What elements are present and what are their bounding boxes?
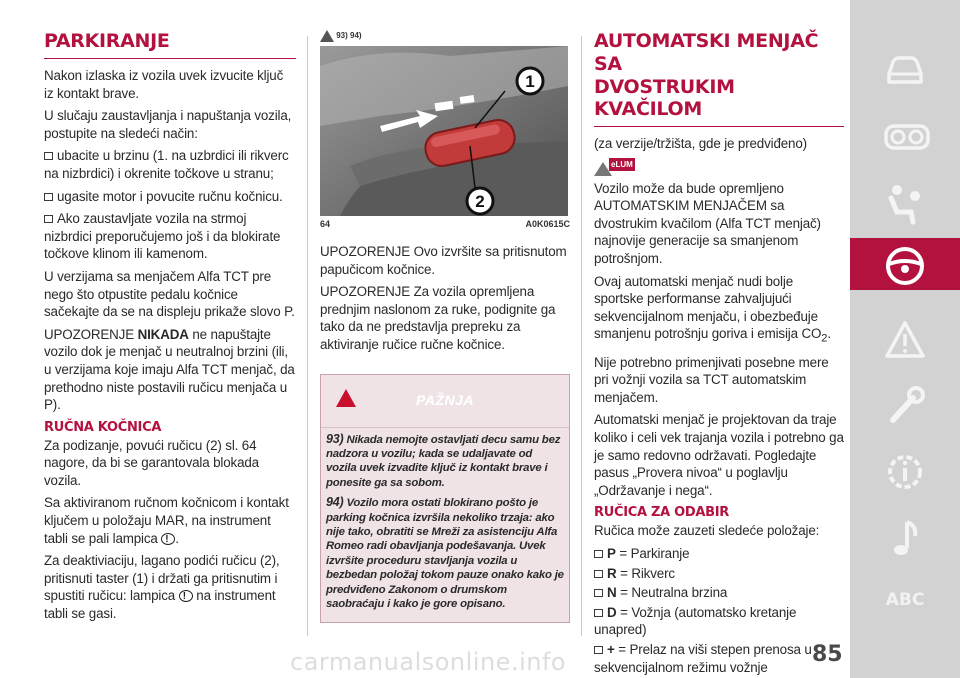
- gear-info-icon: [883, 450, 927, 494]
- paragraph: Za podizanje, povući ručicu (2) sl. 64 nagore, da bi se garantovala blokada vozila.: [44, 437, 259, 488]
- sidebar-item-safety[interactable]: [850, 176, 960, 228]
- note-number: 94): [326, 495, 344, 510]
- paragraph-text: ne napuštajte vozilo dok je menjač u neutralnoj brzini (ili, u verzijama koje imaju Alfa TCT menjač, da prethodno niste postavili ručicu menjača u P).: [44, 326, 295, 413]
- gear-item: [594, 641, 844, 676]
- gear-text: = Neutralna brzina: [616, 585, 728, 601]
- handbrake-figure: [320, 46, 568, 216]
- bullet-item: [44, 147, 296, 182]
- callout-1: 1: [525, 72, 535, 91]
- paragraph-text: Za deaktiviaciju, lagano podići ručicu (2), pritisnuti taster (1) i držati ga pritisnutim i spustiti ručicu: lampica: [44, 553, 280, 604]
- paragraph: (za verzije/tržišta, gde je predviđeno): [594, 136, 807, 151]
- gear-text: = Parkiranje: [615, 545, 690, 561]
- figure-number: 64: [320, 219, 331, 229]
- checkbox-bullet-icon: [44, 193, 53, 201]
- handbrake-illustration: [320, 46, 568, 216]
- subsection-title: RUČICA ZA ODABIR: [594, 505, 729, 521]
- checkbox-bullet-icon: [594, 589, 603, 597]
- watermark: carmanualsonline.info: [290, 648, 567, 676]
- badge-label: eLUM: [611, 159, 633, 169]
- title-rule: [594, 126, 844, 127]
- paragraph-text: na instrument tabli se gasi.: [44, 588, 276, 622]
- bullet-text: ubacite u brzinu (1. na uzbrdici ili rikverc na nizbrdici) i okrenite točkove u stranu;: [44, 148, 289, 181]
- paragraph: UPOZORENJE Ovo izvršite sa pritisnutom papučicom kočnice.: [320, 244, 567, 277]
- checkbox-bullet-icon: [594, 570, 603, 578]
- sidebar-item-maintenance[interactable]: [850, 378, 960, 430]
- warning-triangle-icon: [320, 30, 334, 42]
- section-title: PARKIRANJE: [44, 30, 170, 52]
- gear-text: = Vožnja (automatsko kretanje unapred): [594, 604, 797, 638]
- sidebar-item-emergency[interactable]: [850, 312, 960, 364]
- callout-2: 2: [475, 192, 485, 211]
- warning-label: UPOZORENJE: [44, 326, 135, 342]
- bullet-item: [44, 188, 296, 206]
- alert-note: [326, 432, 564, 491]
- sidebar-item-car[interactable]: [850, 44, 960, 96]
- figure-caption: [320, 219, 570, 229]
- column-figure: [320, 30, 570, 623]
- gear-key: N: [607, 585, 617, 601]
- gear-item: [594, 604, 844, 639]
- column-parkiranje: [44, 30, 296, 628]
- checkbox-bullet-icon: [44, 215, 53, 223]
- paragraph: UPOZORENJE Za vozila opremljena prednjim naslonom za ruke, podignite ga tako da ne predstavlja prepreku za aktiviranje ručice ručne kočnice.: [320, 284, 556, 352]
- sidebar-item-driving[interactable]: [850, 238, 960, 290]
- checkbox-bullet-icon: [594, 550, 603, 558]
- figure-refs: 93) 94): [336, 31, 362, 41]
- subscript: 2: [821, 333, 828, 346]
- music-note-icon: [883, 516, 927, 560]
- brake-warning-lamp-icon: [161, 533, 175, 545]
- paragraph: [44, 552, 296, 622]
- elum-badge: [594, 158, 635, 176]
- alert-box: [320, 374, 570, 624]
- chapter-sidebar: [850, 0, 960, 678]
- paragraph: U verzijama sa menjačem Alfa TCT pre nego što otpustite pedalu kočnice sačekajte da se na displeju prikaže slovo P.: [44, 268, 295, 320]
- title-rule: [44, 58, 296, 59]
- seat-airbag-icon: [883, 182, 927, 226]
- paragraph: Nije potrebno primenjivati posebne mere pri vožnji vozila sa TCT automatskim menjačem.: [594, 354, 829, 405]
- figure-code: A0K0615C: [525, 219, 570, 229]
- figure-header: [320, 30, 570, 42]
- gear-key: +: [607, 641, 615, 657]
- paragraph-text: .: [827, 326, 831, 342]
- bullet-item: [44, 210, 296, 263]
- paragraph: [44, 326, 296, 414]
- checkbox-bullet-icon: [594, 646, 603, 654]
- paragraph: U slučaju zaustavljanja i napuštanja vozila, postupite na sledeći način:: [44, 108, 292, 141]
- column-divider: [581, 36, 582, 636]
- alert-title: PAŽNJA: [416, 391, 474, 408]
- gear-item: [594, 565, 844, 583]
- gear-key: R: [607, 565, 617, 581]
- brake-warning-lamp-icon: [179, 590, 193, 602]
- car-icon: [883, 50, 927, 90]
- bullet-text: Ako zaustavljate vozila na strmoj nizbrdici preporučujemo još i da blokirate točkove klinom ili kamenom.: [44, 211, 281, 262]
- column-automatski-menjac: [594, 30, 844, 678]
- gear-text: = Rikverc: [616, 565, 675, 581]
- note-text: Nikada nemojte ostavljati decu samu bez nadzora u vozilu; kada se udaljavate od vozila uvek izvadite ključ iz kontakt brave i ponesite ga sa sobom.: [326, 433, 561, 489]
- alert-header: [321, 375, 569, 427]
- section-title-line1: AUTOMATSKI MENJAČ SA: [594, 30, 819, 75]
- gear-key: D: [607, 604, 617, 620]
- paragraph: Nakon izlaska iz vozila uvek izvucite ključ iz kontakt brave.: [44, 68, 284, 101]
- paragraph: [44, 494, 296, 547]
- sidebar-item-dashboard[interactable]: [850, 110, 960, 162]
- warning-triangle-icon: [883, 318, 927, 362]
- page-number: 85: [812, 642, 843, 667]
- checkbox-bullet-icon: [44, 152, 53, 160]
- note-number: 93): [326, 431, 344, 446]
- gear-text: = Prelaz na viši stepen prenosa u sekvencijalnom režimu vožnje: [594, 641, 812, 675]
- gear-key: P: [607, 545, 616, 561]
- paragraph: Ručica može zauzeti sledeće položaje:: [594, 523, 820, 539]
- gear-item: [594, 545, 844, 563]
- gear-item: [594, 584, 844, 602]
- emphasis: NIKADA: [137, 326, 189, 342]
- paragraph: [594, 273, 844, 349]
- alert-note: [326, 495, 564, 611]
- wrench-icon: [883, 384, 927, 428]
- section-title-line2: DVOSTRUKIM KVAČILOM: [594, 76, 735, 120]
- sidebar-item-technical-data[interactable]: [850, 444, 960, 496]
- subsection-title: RUČNA KOČNICA: [44, 419, 162, 435]
- paragraph-text: Sa aktiviranom ručnom kočnicom i kontakt ključem u položaju MAR, na instrument tabli se pali lampica: [44, 495, 289, 546]
- paragraph: Vozilo može da bude opremljeno AUTOMATSKIM MENJAČEM sa dvostrukim kvačilom (Alfa TCT menjač) najnovije generacije sa smanjenom potrošnjom.: [594, 180, 821, 266]
- gear-position-list: [594, 545, 844, 676]
- bullet-text: ugasite motor i povucite ručnu kočnicu.: [57, 188, 283, 204]
- checkbox-bullet-icon: [594, 609, 603, 617]
- sidebar-item-index[interactable]: ABC: [885, 590, 925, 610]
- sidebar-item-multimedia[interactable]: [850, 510, 960, 562]
- paragraph-text: .: [175, 530, 179, 546]
- paragraph: Automatski menjač je projektovan da traje koliko i celi vek trajanja vozila i potrebno ga je samo redovno održavati. Pogledajte pasus „Provera nivoa“ u poglavlju „Održavanje i nega“.: [594, 412, 844, 498]
- steering-wheel-icon: [883, 244, 927, 288]
- dashboard-gauges-icon: [883, 116, 931, 156]
- paragraph-text: Ovaj automatski menjač nudi bolje sportske performanse zahvaljujući sekvencijalnom menjaču, i obezbeđuje smanjenu potrošnju goriva i emisija CO: [594, 273, 822, 342]
- note-text: Vozilo mora ostati blokirano pošto je parking kočnica izvršila nekoliko trzaja: ako nije tako, obratiti se Mreži za asistenciju Alfa Romeo radi obavljanja podešavanja. Uvek izvršite proceduru stavljanja vozila u bezbedan položaj tokom pauze onako kako je predviđeno Zakonom o drumskom saobraćaju i kako je gore opisano.: [326, 497, 564, 611]
- alert-body: [321, 427, 569, 623]
- column-divider: [307, 36, 308, 636]
